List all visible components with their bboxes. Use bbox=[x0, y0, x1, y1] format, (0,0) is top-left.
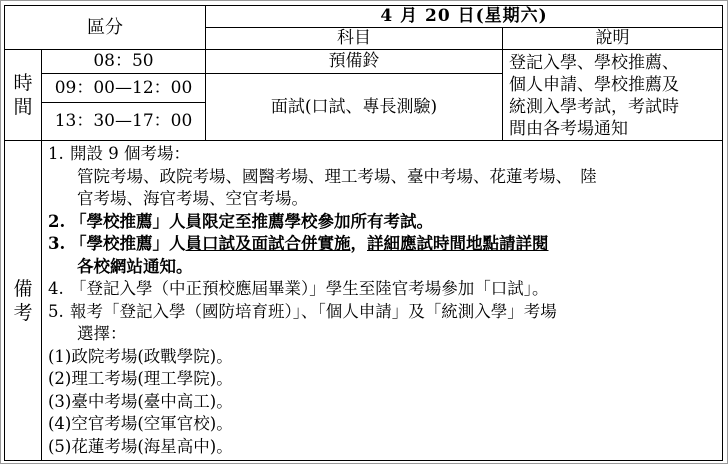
remark-text: ， bbox=[350, 234, 367, 253]
remark-number: 5. bbox=[48, 301, 64, 321]
remark-number: 4. bbox=[48, 279, 64, 298]
subject-cell-warning: 預備鈴 bbox=[206, 50, 503, 74]
time-label-char-1: 時 bbox=[13, 72, 33, 94]
exam-site-option: (3)臺中考場(臺中高工)。 bbox=[48, 391, 233, 411]
time-cell-morning: 09：00—12：00 bbox=[42, 74, 206, 103]
remark-item-4 bbox=[48, 278, 718, 301]
exam-site-option: (5)花蓮考場(海星高中)。 bbox=[48, 436, 233, 456]
explanation-header: 說明 bbox=[503, 28, 723, 50]
remark-text: 開設 9 個考場： bbox=[70, 144, 190, 163]
remarks-cell bbox=[42, 141, 723, 461]
remark-text-underlined: 詳細應試時間地點請詳閱 bbox=[367, 234, 549, 253]
time-label bbox=[5, 50, 42, 141]
remark-text: 各校網站通知。 bbox=[77, 256, 193, 276]
remark-text: 官考場、海官考場、空官考場。 bbox=[77, 189, 308, 208]
remark-text: 管院考場、政院考場、國醫考場、理工考場、臺中考場、花蓮考場、 陸 bbox=[77, 166, 597, 186]
remark-text: 「登記入學（中正預校應屆畢業）」學生至陸官考場參加「口試」。 bbox=[70, 279, 549, 298]
remark-text-underlined: 員口試及面試合併實施 bbox=[185, 234, 351, 253]
remark-item-3 bbox=[48, 233, 718, 256]
remarks-label-char-2: 考 bbox=[13, 301, 33, 324]
remark-text: 「學校推薦」人員限定至推薦學校參加所有考試。 bbox=[70, 211, 433, 231]
explanation-line: 統測入學考試，考試時 bbox=[509, 97, 679, 117]
exam-site-option: (4)空官考場(空軍官校)。 bbox=[48, 414, 233, 433]
exam-site-option: (1)政院考場(政戰學院)。 bbox=[48, 346, 233, 366]
time-label-char-2: 間 bbox=[13, 96, 33, 118]
remark-text: 「學校推薦」人 bbox=[70, 234, 186, 253]
district-header: 區分 bbox=[5, 6, 206, 50]
remark-number: 1. bbox=[48, 144, 64, 163]
date-header: 4 月 20 日(星期六) bbox=[206, 6, 723, 28]
remark-item-5 bbox=[48, 301, 718, 324]
remarks-label-char-1: 備 bbox=[13, 277, 33, 300]
explanation-line: 登記入學、學校推薦、 bbox=[509, 53, 679, 73]
time-cell-warning: 08：50 bbox=[42, 50, 206, 74]
remark-item-1 bbox=[48, 143, 718, 166]
exam-schedule-table bbox=[4, 5, 723, 461]
remark-number: 3. bbox=[48, 234, 66, 253]
subject-header: 科目 bbox=[206, 28, 503, 50]
remark-text: 報考「登記入學（國防培育班）」、「個人申請」及「統測入學」考場 bbox=[70, 301, 557, 321]
remark-item-2 bbox=[48, 211, 718, 234]
exam-site-option: (2)理工考場(理工學院)。 bbox=[48, 369, 233, 388]
remark-number: 2. bbox=[48, 211, 66, 231]
explanation-line: 間由各考場通知 bbox=[509, 119, 628, 139]
subject-cell-interview: 面試(口試、專長測驗) bbox=[206, 74, 503, 141]
remarks-label bbox=[5, 141, 42, 461]
explanation-line: 個人申請、學校推薦及 bbox=[509, 75, 679, 95]
explanation-cell bbox=[503, 50, 723, 141]
remark-text: 選擇： bbox=[77, 324, 127, 343]
time-cell-afternoon: 13：30—17：00 bbox=[42, 103, 206, 141]
